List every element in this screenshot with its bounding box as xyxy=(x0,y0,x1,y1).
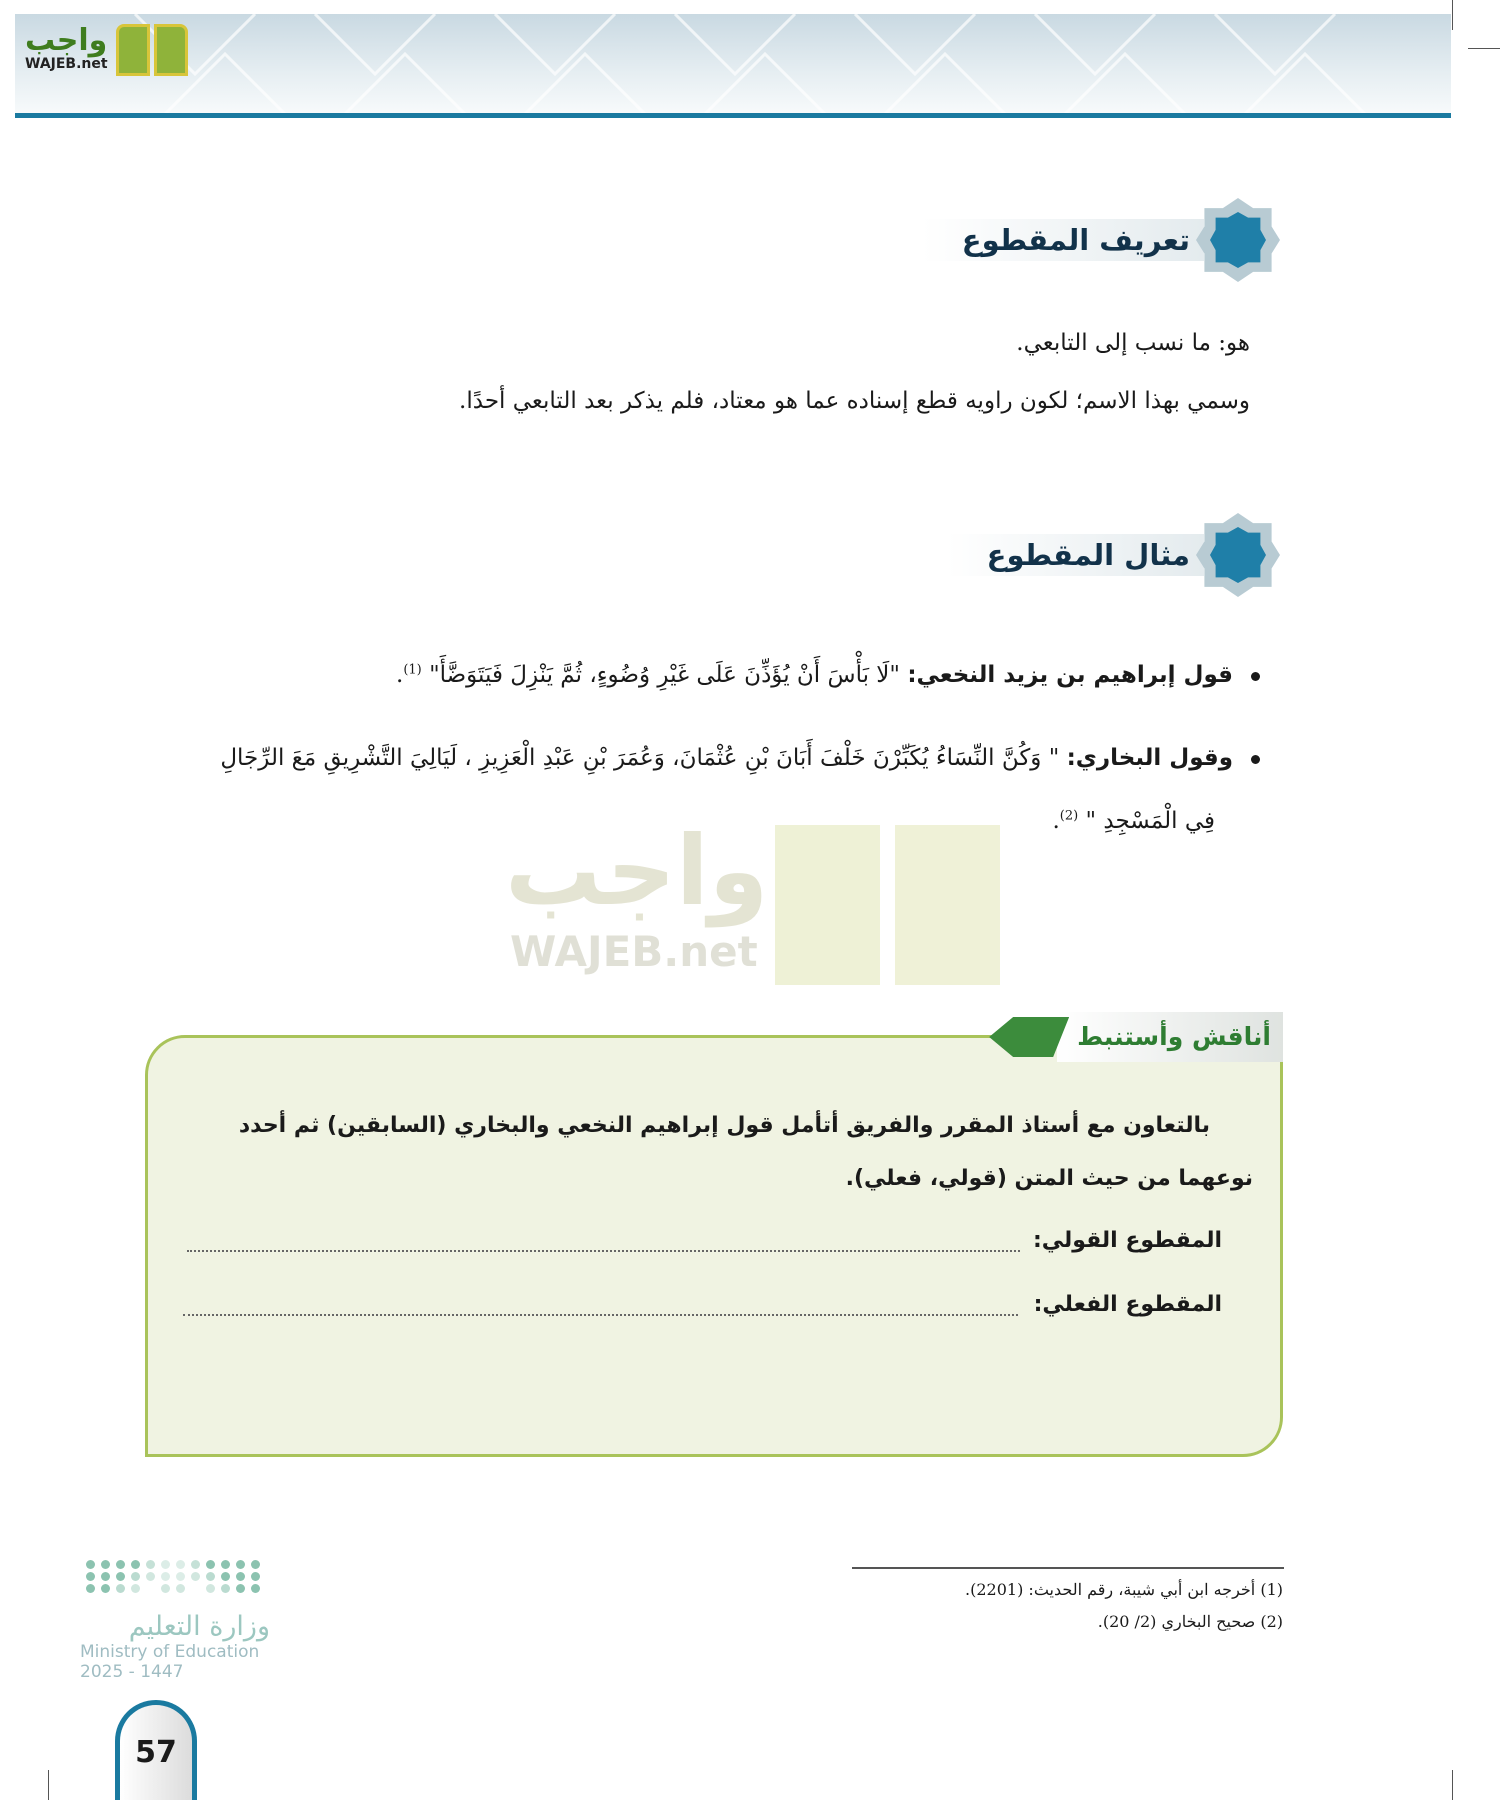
ministry-years: 2025 - 1447 xyxy=(80,1662,184,1682)
speaker: قول إبراهيم بن يزيد النخعي: xyxy=(907,662,1233,688)
example-item-continuation: فِي الْمَسْجِدِ " $^{(2)}$. xyxy=(1052,808,1215,834)
ministry-english: Ministry of Education xyxy=(80,1642,260,1662)
ministry-arabic: وزارة التعليم xyxy=(128,1611,270,1642)
speaker: وقول البخاري: xyxy=(1066,745,1233,771)
activity-title-tab xyxy=(989,1012,1283,1062)
activity-instruction: نوعهما من حيث المتن (قولي، فعلي). xyxy=(845,1166,1253,1191)
logo-latin: WAJEB.net xyxy=(25,56,108,72)
page-header-banner xyxy=(15,14,1451,118)
watermark-latin: WAJEB.net xyxy=(510,927,758,976)
footnote: (2) صحيح البخاري (2/ 20). xyxy=(1097,1612,1283,1631)
activity-instruction: بالتعاون مع أستاذ المقرر والفريق أتأمل قول إبراهيم النخعي والبخاري (السابقين) ثم أحدد xyxy=(238,1113,1210,1138)
wajeb-logo xyxy=(25,20,188,78)
heading-text: تعريف المقطوع xyxy=(922,219,1204,261)
heading-text: مثال المقطوع xyxy=(947,534,1204,576)
bullet-icon xyxy=(1251,755,1260,764)
definition-line: وسمي بهذا الاسم؛ لكون راويه قطع إسناده عما هو معتاد، فلم يذكر بعد التابعي أحدًا. xyxy=(459,388,1250,414)
section-heading-example xyxy=(947,513,1280,597)
octagon-badge-icon xyxy=(1196,198,1280,282)
logo-arabic: واجب xyxy=(25,23,108,58)
example-item: قول إبراهيم بن يزيد النخعي: "لَا بَأْسَ أَنْ يُؤَذِّنَ عَلَى غَيْرِ وُضُوءٍ، ثُمَّ يَنْزِلَ فَيَتَوَضَّأَ" $^{(1)}$. xyxy=(396,662,1260,688)
crop-mark xyxy=(1468,48,1500,49)
bullet-icon xyxy=(1251,672,1260,681)
definition-line: هو: ما نسب إلى التابعي. xyxy=(1016,330,1250,356)
ministry-logo xyxy=(80,1560,270,1682)
page-number: 57 xyxy=(135,1735,177,1770)
watermark xyxy=(505,815,1005,985)
octagon-badge-icon xyxy=(1196,513,1280,597)
section-heading-definition xyxy=(922,198,1280,282)
page-number-tab xyxy=(115,1700,197,1800)
footnote: (1) أخرجه ابن أبي شيبة، رقم الحديث: (2201). xyxy=(965,1580,1283,1599)
quote: "لَا بَأْسَ أَنْ يُؤَذِّنَ عَلَى غَيْرِ وُضُوءٍ، ثُمَّ يَنْزِلَ فَيَتَوَضَّأَ" xyxy=(429,662,900,688)
geometric-pattern xyxy=(15,14,1451,114)
field-label-action: المقطوع الفعلي: xyxy=(1033,1292,1222,1317)
dots-emblem-icon xyxy=(86,1560,270,1593)
book-icon xyxy=(116,20,188,78)
answer-line-action[interactable] xyxy=(183,1314,1018,1316)
footnote-ref: (1) xyxy=(403,662,422,678)
activity-title: أناقش وأستنبط xyxy=(1057,1012,1283,1062)
crop-mark xyxy=(48,1770,49,1800)
field-label-verbal: المقطوع القولي: xyxy=(1032,1228,1222,1253)
footnote-ref: (2) xyxy=(1059,808,1079,824)
quote: " وَكُنَّ النِّسَاءُ يُكَبِّرْنَ خَلْفَ أَبَانَ بْنِ عُثْمَانَ، وَعُمَرَ بْنِ عَبْدِ الْعَزِيزِ ، لَيَالِيَ التَّشْرِيقِ مَعَ الرِّجَالِ xyxy=(220,745,1060,771)
watermark-arabic: واجب xyxy=(505,815,769,927)
crop-mark xyxy=(1452,1770,1453,1800)
crop-mark xyxy=(1452,0,1453,30)
footnote-divider xyxy=(852,1567,1284,1569)
quote: فِي الْمَسْجِدِ " xyxy=(1085,808,1215,834)
example-item xyxy=(220,745,1260,771)
watermark-book-icon xyxy=(775,815,1000,985)
answer-line-verbal[interactable] xyxy=(187,1250,1020,1252)
